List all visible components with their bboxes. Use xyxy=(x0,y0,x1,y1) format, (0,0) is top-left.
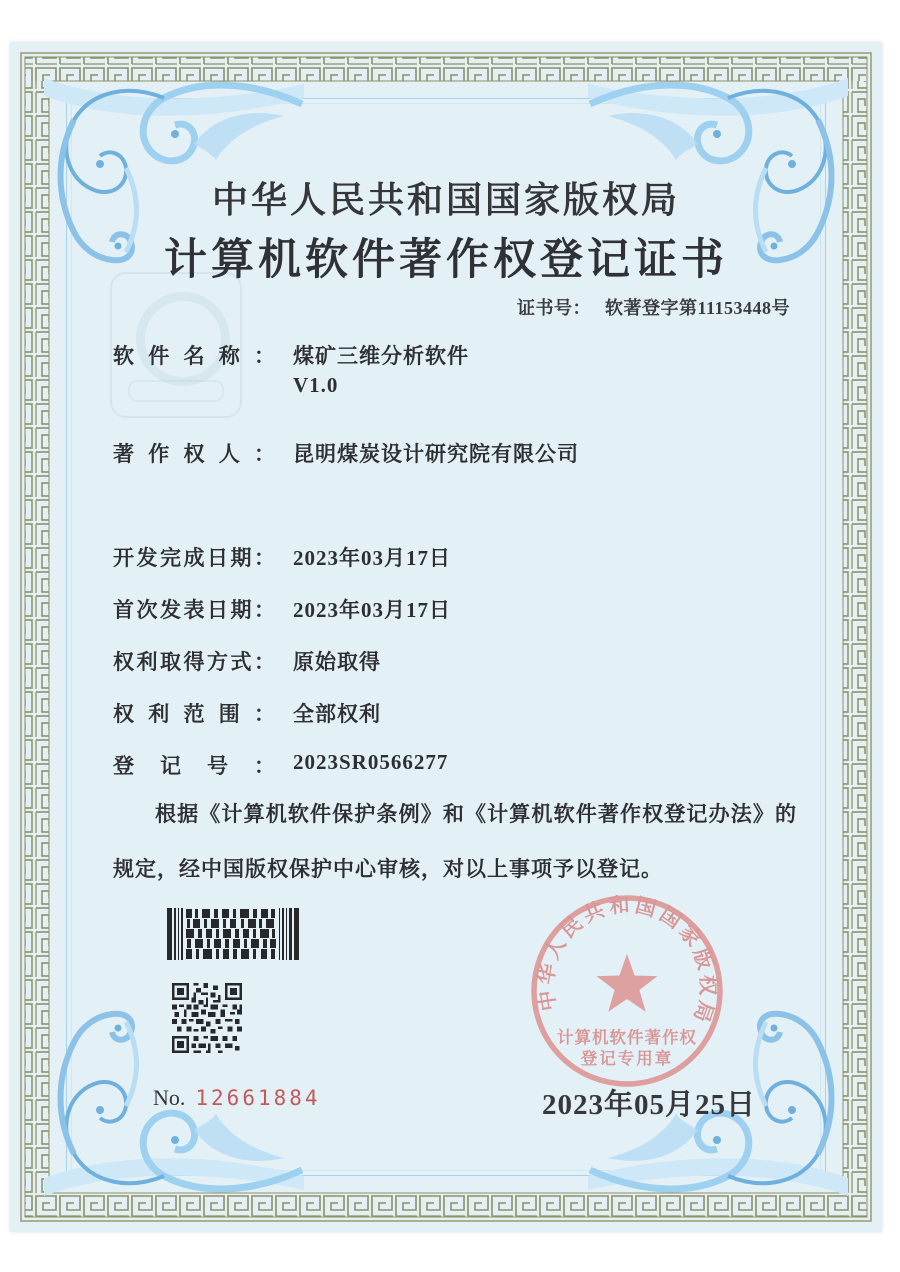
field-value: 昆明煤炭设计研究院有限公司 xyxy=(293,442,579,466)
serial-prefix: No. xyxy=(153,1085,186,1110)
seal-ring-text: 中华人民共和国国家版权局 xyxy=(535,894,719,1029)
field-label: 开发完成日期： xyxy=(113,546,275,570)
field-software-name xyxy=(113,340,469,370)
qr-code-icon xyxy=(172,983,242,1053)
issue-date: 2023年05月25日 xyxy=(542,1089,757,1121)
field-value: 2023SR0566277 xyxy=(293,750,449,774)
field-value: 全部权利 xyxy=(293,702,381,726)
certificate-number-line xyxy=(517,294,790,320)
field-label: 著作权人： xyxy=(113,442,275,466)
field-value: 2023年03月17日 xyxy=(293,546,451,570)
field-first-publication-date xyxy=(113,594,451,624)
field-label: 首次发表日期： xyxy=(113,598,275,622)
field-label: 权利取得方式： xyxy=(113,650,275,674)
field-value: 煤矿三维分析软件 xyxy=(293,344,469,368)
serial-number: 12661884 xyxy=(195,1086,321,1110)
cpcc-watermark-band xyxy=(128,380,224,402)
certificate-page xyxy=(10,42,882,1232)
certificate-number-value: 软著登字第11153448号 xyxy=(604,298,790,318)
field-software-version: V1.0 xyxy=(293,373,339,397)
seal-line1: 计算机软件著作权 xyxy=(557,1028,697,1047)
serial-number-line xyxy=(153,1085,321,1111)
issuing-authority-title: 中华人民共和国国家版权局 xyxy=(211,180,680,220)
field-label: 权利范围： xyxy=(113,702,275,726)
field-rights-acquisition-method xyxy=(113,646,381,676)
seal-star-icon xyxy=(597,954,658,1012)
field-value: 原始取得 xyxy=(293,650,381,674)
field-development-completion-date xyxy=(113,542,451,572)
seal-line2: 登记专用章 xyxy=(580,1049,674,1068)
cpcc-watermark-circle xyxy=(136,292,230,386)
field-copyright-owner xyxy=(113,438,579,468)
certificate-title: 计算机软件著作权登记证书 xyxy=(164,237,728,284)
certificate-number-label: 证书号： xyxy=(516,298,591,318)
field-label: 登记号： xyxy=(113,754,275,778)
field-rights-scope xyxy=(113,698,381,728)
field-value: 2023年03月17日 xyxy=(293,598,451,622)
registration-statement: 根据《计算机软件保护条例》和《计算机软件著作权登记办法》的规定，经中国版权保护中心审核，对以上事项予以登记。 xyxy=(113,802,797,881)
barcode-icon xyxy=(167,908,301,960)
official-seal xyxy=(527,891,727,1091)
field-label: 软件名称： xyxy=(113,344,275,368)
field-registration-number xyxy=(113,750,448,780)
